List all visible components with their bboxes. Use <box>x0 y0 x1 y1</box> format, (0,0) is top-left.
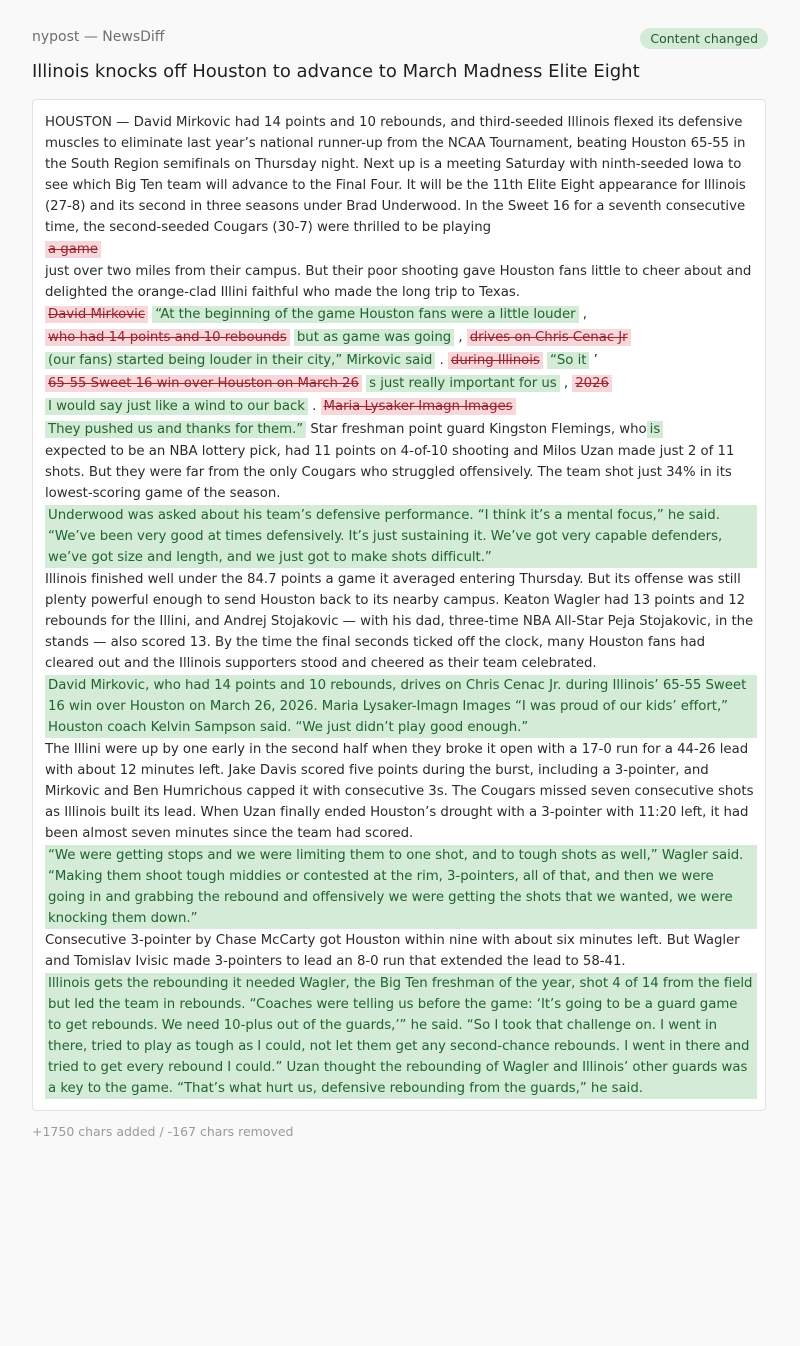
added-text: They pushed us and thanks for them.” <box>45 421 306 438</box>
removed-text: Maria Lysaker-Imagn Images <box>321 398 516 415</box>
separator-text: . <box>439 353 444 368</box>
added-text: “At the beginning of the game Houston fans were a little louder <box>152 306 578 323</box>
separator-text: ’ <box>593 353 598 368</box>
removed-text: drives on Chris Cenac Jr <box>467 329 631 346</box>
separator-text: . <box>312 399 317 414</box>
diff-card <box>32 99 766 1111</box>
added-block: Illinois gets the rebounding it needed Wagler, the Big Ten freshman of the year, shot 4 of 14 from the field but led the team in rebounds. “Coaches were telling us before the game: ‘It’s going to be a guard game to get rebounds. We need 10-plus out of the guards,’” he said. “So I took that challenge on. I went in there, tried to play as tough as I could, not let them get any second-chance rebounds. I went in there and tried to get every rebound I could.” Uzan thought the rebounding of Wagler and Illinois’ other guards was a key to the game. “That’s what hurt us, defensive rebounding from the guards,” he said. <box>45 973 757 1099</box>
unchanged-text: HOUSTON — David Mirkovic had 14 points and 10 rebounds, and third-seeded Illinois flexed its defensive muscles to eliminate last year’s national runner-up from the NCAA Tournament, beating Houston 65-55 in the South Region semifinals on Thursday night. Next up is a meeting Saturday with ninth-seeded Iowa to see which Big Ten team will advance to the Final Four. It will be the 11th Elite Eight appearance for Illinois (27-8) and its second in three seasons under Brad Underwood. In the Sweet 16 for a seventh consecutive time, the second-seeded Cougars (30-7) were thrilled to be playing <box>45 115 746 235</box>
separator-text: , <box>582 307 587 322</box>
unchanged-text: Consecutive 3-pointer by Chase McCarty got Houston within nine with about six minutes left. But Wagler and Tomislav Ivisic made 3-pointers to lead an 8-0 run that extended the lead to 58-41. <box>45 933 740 969</box>
article-title: Illinois knocks off Houston to advance to March Madness Elite Eight <box>32 61 640 82</box>
removed-text: David Mirkovic <box>45 306 148 323</box>
removed-text: 65-55 Sweet 16 win over Houston on March 26 <box>45 375 362 392</box>
removed-text: 2026 <box>572 375 612 392</box>
removed-text: who had 14 points and 10 rebounds <box>45 329 290 346</box>
added-block: “We were getting stops and we were limiting them to one shot, and to tough shots as well,” Wagler said. “Making them shoot tough middies or contested at the rim, 3-pointers, all of that, and then we were going in and grabbing the rebound and offensively we were getting the shots that we wanted, we were knocking them down.” <box>45 845 757 929</box>
separator-text: , <box>458 330 463 345</box>
added-text: s just really important for us <box>366 375 560 392</box>
removed-text: a game <box>45 241 101 258</box>
separator-text: , <box>563 376 569 391</box>
added-text: “So it <box>547 352 589 369</box>
added-text: but as game was going <box>294 329 454 346</box>
unchanged-text: just over two miles from their campus. But their poor shooting gave Houston fans little to cheer about and delighted the orange-clad Illini faithful who made the long trip to Texas. <box>45 264 752 300</box>
removed-line <box>45 238 757 261</box>
added-block: David Mirkovic, who had 14 points and 10 rebounds, drives on Chris Cenac Jr. during Illinois’ 65-55 Sweet 16 win over Houston on March 26, 2026. Maria Lysaker-Imagn Images “I was proud of our kids’ effort,” Houston coach Kelvin Sampson said. “We just didn’t play good enough.” <box>45 675 757 738</box>
removed-text: during Illinois <box>448 352 543 369</box>
page-header <box>32 28 768 50</box>
content-changed-badge: Content changed <box>640 28 768 49</box>
unchanged-text: The Illini were up by one early in the second half when they broke it open with a 17-0 run for a 44-26 lead with about 12 minutes left. Jake Davis scored five points during the burst, including a 3-pointer, and Mirkovic and Ben Humrichous capped it with consecutive 3s. The Cougars missed seven consecutive shots as Illinois built its lead. When Uzan finally ended Houston’s drought with a 3-pointer with 11:20 left, it had been almost seven minutes since the team had scored. <box>45 742 754 841</box>
added-text: is <box>647 421 664 438</box>
unchanged-text: Illinois finished well under the 84.7 points a game it averaged entering Thursday. But its offense was still plenty powerful enough to send Houston back to its nearby campus. Keaton Wagler had 13 points and 12 rebounds for the Illini, and Andrej Stojakovic — with his dad, three-time NBA All-Star Peja Stojakovic, in the stands — also scored 13. By the time the final seconds ticked off the clock, many Houston fans had cleared out and the Illinois supporters stood and cheered as their team celebrated. <box>45 572 754 671</box>
added-text: (our fans) started being louder in their city,” Mirkovic said <box>45 352 435 369</box>
diff-stats: +1750 chars added / -167 chars removed <box>32 1124 294 1139</box>
added-block: Underwood was asked about his team’s defensive performance. “I think it’s a mental focus,” he said. “We’ve been very good at times defensively. It’s just sustaining it. We’ve got very capable defenders, we’ve got size and length, and we just got to make shots difficult.” <box>45 505 757 568</box>
diff-body <box>45 112 757 1100</box>
added-text: I would say just like a wind to our back <box>45 398 308 415</box>
source-label: nypost — NewsDiff <box>32 29 165 45</box>
unchanged-text: expected to be an NBA lottery pick, had 11 points on 4-of-10 shooting and Milos Uzan made just 2 of 11 shots. But they were far from the only Cougars who struggled offensively. The team shot just 34% in its lowest-scoring game of the season. <box>45 444 735 501</box>
unchanged-text: Star freshman point guard Kingston Flemings, who <box>310 422 647 437</box>
inline-diff-group <box>45 303 757 441</box>
